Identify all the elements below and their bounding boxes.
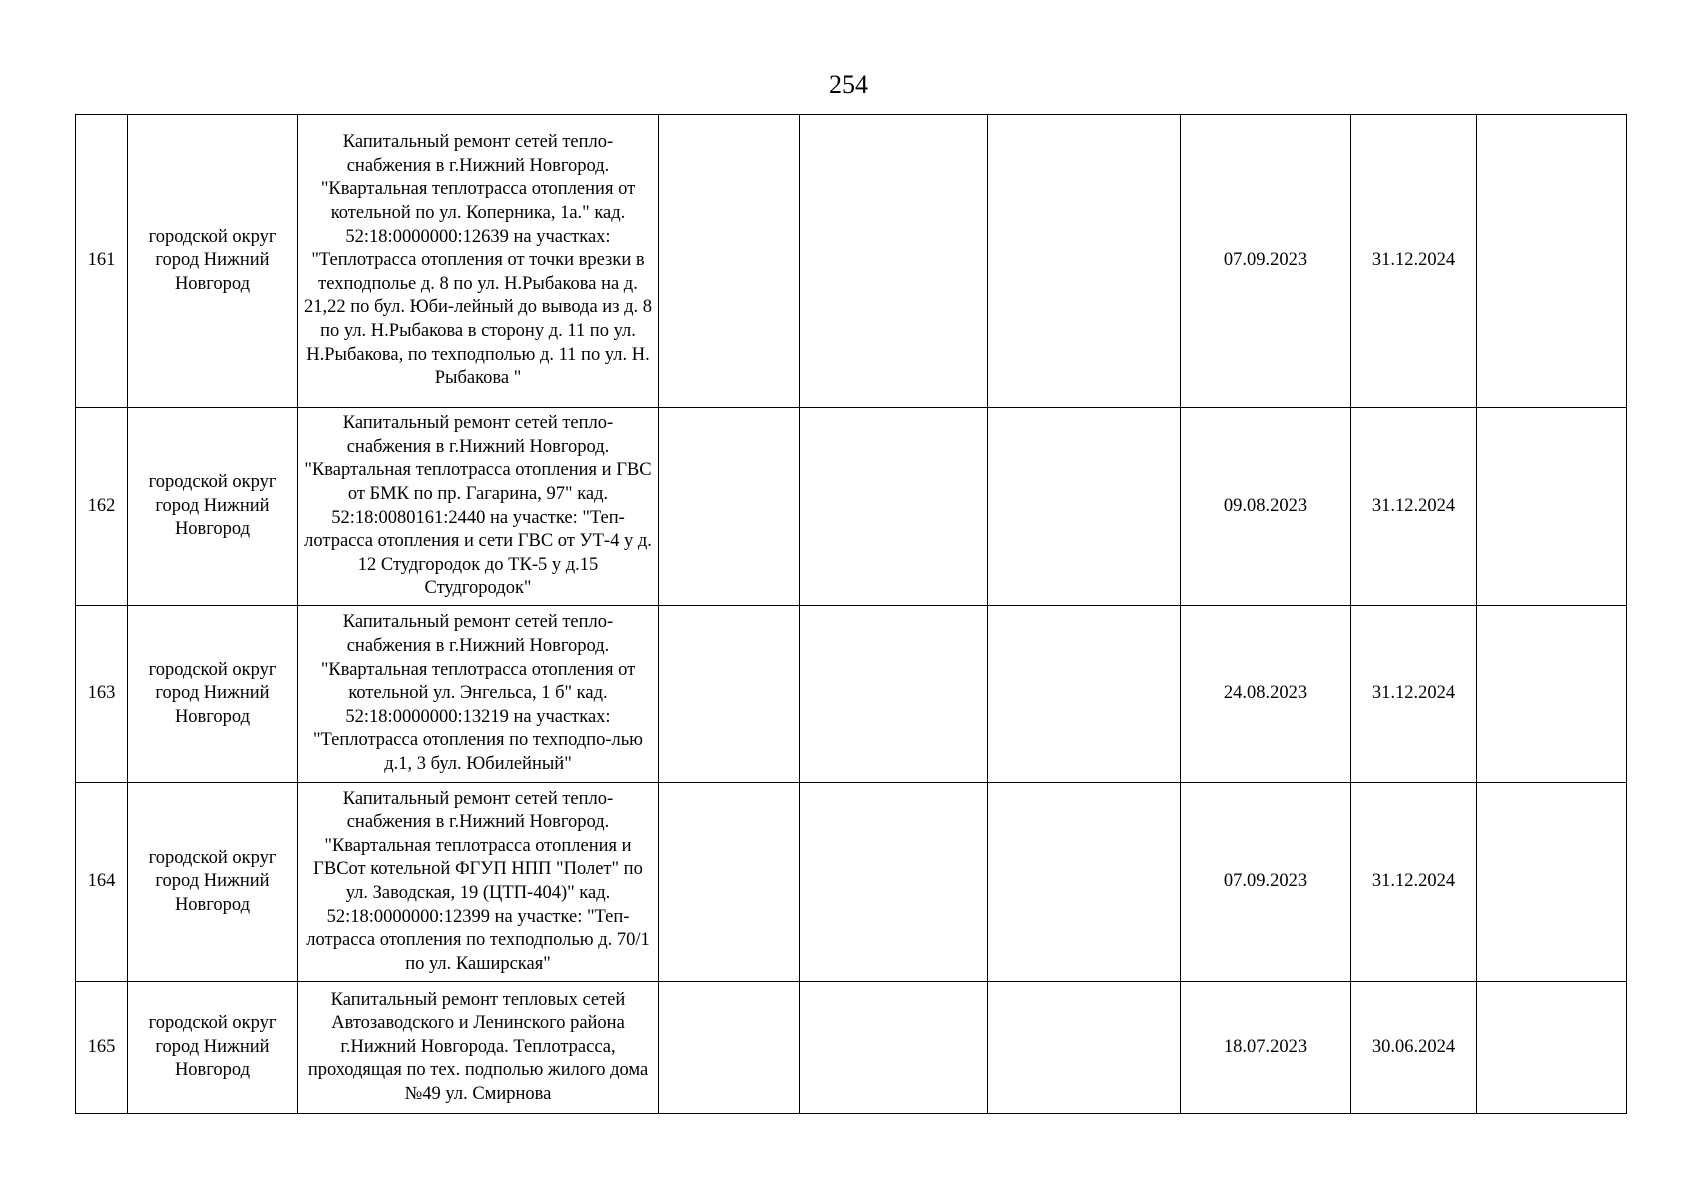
empty-cell xyxy=(659,408,800,606)
start-date-cell: 07.09.2023 xyxy=(1181,783,1351,982)
end-date-cell: 31.12.2024 xyxy=(1351,115,1477,408)
end-date-cell: 31.12.2024 xyxy=(1351,606,1477,783)
empty-cell xyxy=(800,408,988,606)
empty-cell xyxy=(1477,982,1627,1114)
start-date-cell: 07.09.2023 xyxy=(1181,115,1351,408)
row-number: 162 xyxy=(76,408,128,606)
description-cell: Капитальный ремонт сетей тепло-снабжения в г.Нижний Новгород. "Квартальная теплотрасса отопления от котельной по ул. Коперника, 1а." кад. 52:18:0000000:12639 на участках: "Теплотрасса отопления от точки врезки в техподполье д. 8 по ул. Н.Рыбакова на д. 21,22 по бул. Юби-лейный до вывода из д. 8 по ул. Н.Рыбакова в сторону д. 11 по ул. Н.Рыбакова, по техподполью д. 11 по ул. Н. Рыбакова " xyxy=(298,115,659,408)
row-number: 161 xyxy=(76,115,128,408)
description-cell: Капитальный ремонт сетей тепло-снабжения в г.Нижний Новгород. "Квартальная теплотрасса отопления и ГВС от БМК по пр. Гагарина, 97" кад. 52:18:0080161:2440 на участке: "Теп-лотрасса отопления и сети ГВС от УТ-4 у д. 12 Студгородок до ТК-5 у д.15 Студгородок" xyxy=(298,408,659,606)
row-number: 165 xyxy=(76,982,128,1114)
empty-cell xyxy=(659,982,800,1114)
empty-cell xyxy=(659,606,800,783)
table-row xyxy=(76,115,1627,408)
page-number: 254 xyxy=(829,70,868,99)
territory-cell: городской округ город Нижний Новгород xyxy=(128,115,298,408)
start-date-cell: 24.08.2023 xyxy=(1181,606,1351,783)
end-date-cell: 31.12.2024 xyxy=(1351,408,1477,606)
territory-cell: городской округ город Нижний Новгород xyxy=(128,606,298,783)
description-cell: Капитальный ремонт сетей тепло-снабжения в г.Нижний Новгород. "Квартальная теплотрасса отопления от котельной ул. Энгельса, 1 б" кад. 52:18:0000000:13219 на участках: "Теплотрасса отопления по техподпо-лью д.1, 3 бул. Юбилейный" xyxy=(298,606,659,783)
territory-cell: городской округ город Нижний Новгород xyxy=(128,783,298,982)
empty-cell xyxy=(988,606,1181,783)
empty-cell xyxy=(1477,408,1627,606)
table-row xyxy=(76,606,1627,783)
table-row xyxy=(76,982,1627,1114)
territory-cell: городской округ город Нижний Новгород xyxy=(128,982,298,1114)
description-cell: Капитальный ремонт сетей тепло-снабжения в г.Нижний Новгород. "Квартальная теплотрасса отопления и ГВСот котельной ФГУП НПП "Полет" по ул. Заводская, 19 (ЦТП-404)" кад. 52:18:0000000:12399 на участке: "Теп-лотрасса отопления по техподполью д. 70/1 по ул. Каширская" xyxy=(298,783,659,982)
empty-cell xyxy=(1477,783,1627,982)
start-date-cell: 09.08.2023 xyxy=(1181,408,1351,606)
empty-cell xyxy=(800,115,988,408)
register-table xyxy=(75,114,1627,1114)
table-row xyxy=(76,408,1627,606)
empty-cell xyxy=(800,982,988,1114)
empty-cell xyxy=(988,982,1181,1114)
start-date-cell: 18.07.2023 xyxy=(1181,982,1351,1114)
empty-cell xyxy=(1477,115,1627,408)
description-cell: Капитальный ремонт тепловых сетей Автозаводского и Ленинского района г.Нижний Новгорода. Теплотрасса, проходящая по тех. подполью жилого дома №49 ул. Смирнова xyxy=(298,982,659,1114)
empty-cell xyxy=(800,606,988,783)
table-row xyxy=(76,783,1627,982)
empty-cell xyxy=(800,783,988,982)
empty-cell xyxy=(659,115,800,408)
row-number: 163 xyxy=(76,606,128,783)
end-date-cell: 30.06.2024 xyxy=(1351,982,1477,1114)
end-date-cell: 31.12.2024 xyxy=(1351,783,1477,982)
empty-cell xyxy=(1477,606,1627,783)
row-number: 164 xyxy=(76,783,128,982)
empty-cell xyxy=(988,408,1181,606)
territory-cell: городской округ город Нижний Новгород xyxy=(128,408,298,606)
empty-cell xyxy=(988,115,1181,408)
empty-cell xyxy=(988,783,1181,982)
empty-cell xyxy=(659,783,800,982)
